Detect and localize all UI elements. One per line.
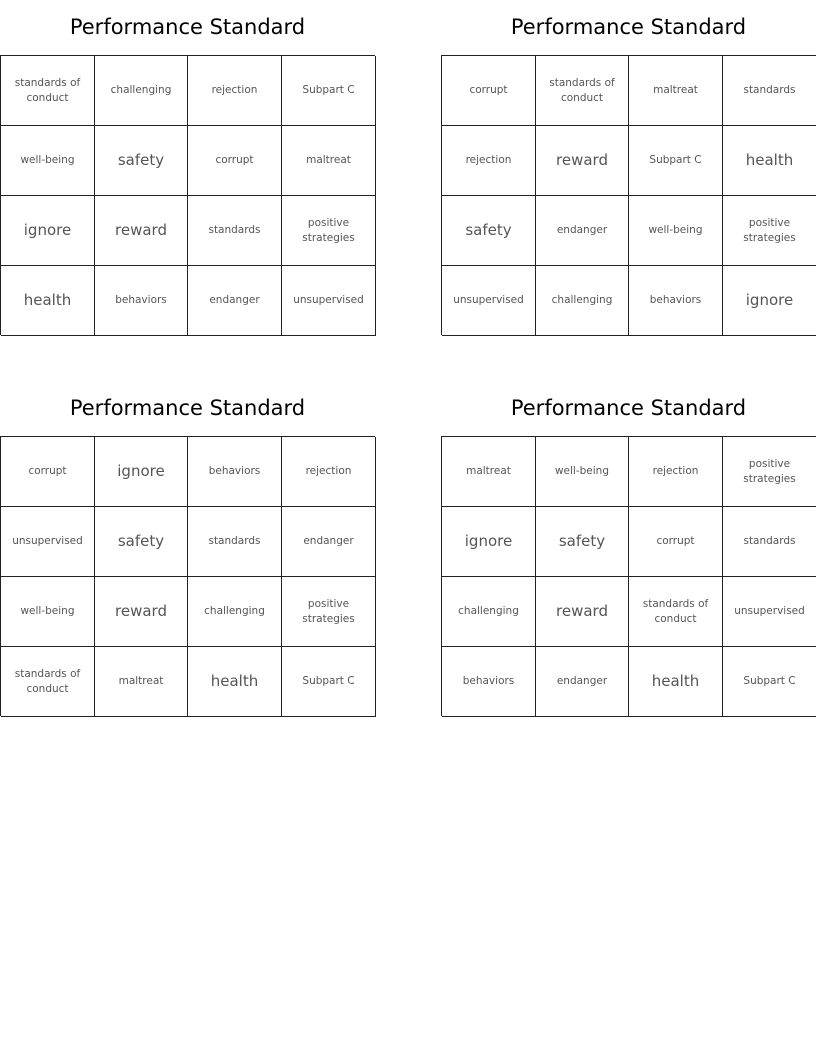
- grid-cell: Subpart C: [282, 56, 376, 126]
- grid-cell: reward: [95, 577, 188, 647]
- card-title: Performance Standard: [510, 15, 747, 39]
- bingo-card-2: [441, 0, 816, 335]
- bingo-grid: [0, 55, 375, 335]
- bingo-card-4: [441, 381, 816, 716]
- grid-cell: ignore: [442, 507, 536, 577]
- grid-cell: well-being: [629, 196, 723, 266]
- grid-cell: behaviors: [629, 266, 723, 336]
- grid-cell: health: [188, 647, 282, 717]
- grid-cell: ignore: [723, 266, 816, 336]
- grid-cell: challenging: [536, 266, 629, 336]
- grid-cell: standards: [723, 507, 816, 577]
- grid-cell: well-being: [536, 437, 629, 507]
- grid-cell: endanger: [536, 647, 629, 717]
- grid-cell: ignore: [95, 437, 188, 507]
- grid-cell: maltreat: [629, 56, 723, 126]
- grid-cell: standards of conduct: [1, 647, 95, 717]
- grid-cell: safety: [95, 126, 188, 196]
- bingo-grid: [0, 436, 375, 716]
- card-title: Performance Standard: [69, 15, 306, 39]
- grid-cell: health: [629, 647, 723, 717]
- grid-cell: unsupervised: [442, 266, 536, 336]
- grid-cell: Subpart C: [282, 647, 376, 717]
- grid-cell: reward: [536, 577, 629, 647]
- grid-cell: positive strategies: [723, 437, 816, 507]
- grid-cell: behaviors: [442, 647, 536, 717]
- grid-cell: maltreat: [442, 437, 536, 507]
- grid-cell: reward: [536, 126, 629, 196]
- grid-cell: challenging: [442, 577, 536, 647]
- grid-cell: rejection: [442, 126, 536, 196]
- grid-cell: well-being: [1, 126, 95, 196]
- grid-cell: maltreat: [282, 126, 376, 196]
- grid-cell: corrupt: [1, 437, 95, 507]
- grid-cell: standards: [188, 196, 282, 266]
- grid-cell: challenging: [95, 56, 188, 126]
- grid-cell: challenging: [188, 577, 282, 647]
- grid-cell: rejection: [188, 56, 282, 126]
- grid-cell: standards: [723, 56, 816, 126]
- grid-cell: standards of conduct: [629, 577, 723, 647]
- grid-cell: rejection: [629, 437, 723, 507]
- grid-cell: behaviors: [188, 437, 282, 507]
- grid-cell: Subpart C: [723, 647, 816, 717]
- grid-cell: endanger: [188, 266, 282, 336]
- grid-cell: health: [723, 126, 816, 196]
- grid-cell: corrupt: [442, 56, 536, 126]
- grid-cell: endanger: [536, 196, 629, 266]
- grid-cell: maltreat: [95, 647, 188, 717]
- grid-cell: positive strategies: [282, 196, 376, 266]
- grid-cell: Subpart C: [629, 126, 723, 196]
- grid-cell: standards: [188, 507, 282, 577]
- bingo-card-3: [0, 381, 375, 716]
- grid-cell: behaviors: [95, 266, 188, 336]
- grid-cell: standards of conduct: [536, 56, 629, 126]
- grid-cell: safety: [536, 507, 629, 577]
- grid-cell: positive strategies: [282, 577, 376, 647]
- grid-cell: corrupt: [629, 507, 723, 577]
- bingo-card-1: [0, 0, 375, 335]
- card-title: Performance Standard: [510, 396, 747, 420]
- grid-cell: unsupervised: [282, 266, 376, 336]
- grid-cell: reward: [95, 196, 188, 266]
- bingo-grid: [441, 55, 816, 335]
- grid-cell: health: [1, 266, 95, 336]
- grid-cell: rejection: [282, 437, 376, 507]
- grid-cell: corrupt: [188, 126, 282, 196]
- grid-cell: safety: [442, 196, 536, 266]
- grid-cell: well-being: [1, 577, 95, 647]
- grid-cell: positive strategies: [723, 196, 816, 266]
- bingo-grid: [441, 436, 816, 716]
- grid-cell: unsupervised: [723, 577, 816, 647]
- card-title: Performance Standard: [69, 396, 306, 420]
- grid-cell: ignore: [1, 196, 95, 266]
- grid-cell: unsupervised: [1, 507, 95, 577]
- grid-cell: standards of conduct: [1, 56, 95, 126]
- grid-cell: endanger: [282, 507, 376, 577]
- grid-cell: safety: [95, 507, 188, 577]
